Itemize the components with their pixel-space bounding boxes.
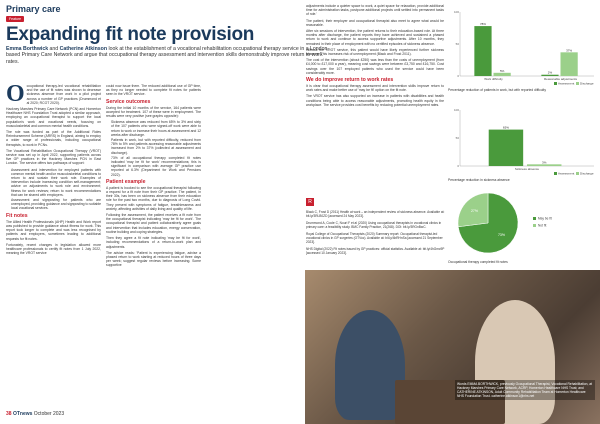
x-tick-label: Work difficulty [484,77,503,81]
page-number: 38 [6,411,12,417]
data-label: 78% [479,22,486,27]
y-tick-label: 100 [453,10,459,14]
bar [561,52,578,76]
col1-p2: Hackney Marshes Primary Care Network (PCN) and Homerton Healthcare NHS Foundation Trust adopted a similar approach, employing an occupational therapist to support the local population's work and vocational needs, focusing on musculoskeletal and common mental health conditions. [6,107,101,128]
col3-p4: Without the VROT service, this patient would have likely experienced further sickness absence. This increases risk of unemployment (Black and Frost 2011). [306,47,444,57]
col1-bullet-1: • Assessment and intervention for employed patients with common mental health and/or musculoskeletal conditions to return to and sustain their work role. Examples of intervention include increasing condition self-management; advice on adjustments to work role and environment; fitness for work reviews; return to work recommendations that can be shared with employers. [11,168,101,197]
col1-bullet-2: • Assessment and signposting for patients who are unemployed, providing guidance and signposting to suitable local vocational services. [11,198,101,211]
legend-label: Discharge [580,171,594,176]
legend-label: Not fit [538,223,547,228]
column-2 [106,84,201,406]
col1-p5: The Allied Health Professionals (AHP) Health and Work report was published to provide guidance about fitness for work. This report took longer to complete and was less recognised by patients and employers, sometimes leading to additional requests for fit notes. [6,219,101,241]
data-label: 65% [502,125,509,130]
data-label: 37% [566,48,573,53]
page-footer [6,411,64,417]
chart3-title: Occupational therapy completed fit notes [448,260,508,264]
author-1: Emma Borthwick [6,46,49,52]
data-label: 2% [547,70,553,75]
standfirst-and: and [48,46,60,52]
feature-badge: Feature [6,16,24,22]
y-tick-label: 0 [457,74,459,78]
data-label: 73% [497,232,506,237]
col2-list [111,120,201,177]
legend-swatch [533,224,536,227]
col2-p6: The advice reads: 'Patient is experiencing fatigue, advise a phased return to work starting at reduced hours of three days per week; suggest regular reviews before increasing. Some supportive [106,250,201,268]
heading-improve: We do improve return to work rates [306,77,394,84]
charts-panel [446,0,600,270]
col1-p4: The Vocational Rehabilitation Occupational Therapy (VROT) service was set up in April 2022, supporting patients across five GP practices in the Hackney Marshes PCN in East London. The service offers two pathways of support: [6,148,101,166]
headline: Expanding fit note provision [6,24,255,45]
reference: NHS Digital (2022) Fit notes issued by GP practices: official statistics. Available at: bit.ly/4hGmc9P [accessed 10 January 2023]. [306,247,445,255]
col1-p1: ccupational therapy-led vocational rehabilitation and the use of fit notes was shown to decrease sickness absence from work in a pilot project across a number of GP practices (Drummond et al 2020; RCOT 2020). [26,84,101,105]
chart2-title: Percentage reduction in sickness absence [448,178,510,182]
bar [541,75,558,76]
bar [489,130,523,166]
references [306,210,446,258]
y-tick-label: 0 [457,164,459,168]
data-label: 27% [470,209,479,214]
col2-p5: Then they agree a fit note indicating 'may be fit for work', including recommendations of a return-to-work plan and adjustments. [106,236,201,249]
legend-swatch [533,217,536,220]
col2-p3: A patient is booked to see the occupational therapist following a request for a fit note from their GP practice. The patient, in their 30s, has been on sickness absence from their education role for the past two months, due to diagnosis of Long Covid. They present with symptoms of fatigue, breathlessness and anxiety, affecting activities of daily living and quality of life. [106,185,201,211]
chart1-title: Percentage reduction of patients in work, but with reported difficulty [448,88,546,92]
legend-swatch [576,172,579,175]
col3-p5: The cost of the intervention (about £250) was less than the costs of unemployment (from £4,000 to £17,000 a year), meaning cost savings were between £3,750 and £16,750. Cost savings over the 107 employed patients who used the service could have been considerably more. [306,58,444,75]
photo-consultation [305,270,600,424]
legend-label: Assessment [558,171,575,176]
chart-sickness-absence [448,104,598,176]
col3-p2: The patient, their employer and occupational therapist also meet to agree what would be reasonable. [306,18,444,27]
legend-swatch [576,82,579,85]
col2-p4: Following the assessment, the patient receives a fit note from the occupational therapist indicating 'may be fit for work'. The occupational therapist and patient collaboratively agree goals and intervention that includes education, energy conservation, routine building and coping strategies. [106,213,201,234]
col1-p3: The role was funded as part of the Additional Roles Reimbursement Scheme (ARRS) in England, aiming to employ a wider range of professionals, including occupational therapists, to work in PCNs. [6,130,101,147]
col3-p3: After six sessions of intervention, the patient returns to their education-based role. At three months after discharge, the patient reports they have achieved and sustained a phased return to work and continue to access supportive adjustments. After 10 months, they remained in their place of employment with no certified episodes of sickness absence. [306,29,444,46]
author-2: Catherine Atkinson [59,46,108,52]
x-tick-label: Sickness absence [514,167,540,171]
y-tick-label: 50 [455,42,459,46]
standfirst [6,46,336,65]
col2-p2: During the initial 10 months of the service, 164 patients were accepted for treatment. 107 of these were in employment. The results were very positive (see graphs opposite): [106,105,201,119]
y-tick-label: 100 [453,108,459,112]
standfirst-text: look at the establishment of a vocational rehabilitation occupational therapy service in a London-based Primary Care Network and argue that occupational therapy assessment and intervention skills demonstrably improve return to work rates. [6,46,330,65]
col2-bullet-3: • 73% of all occupational therapy completed fit notes indicated 'may be fit for work' recommendations; this is significant in comparison with average GP practice use reported at 6.3% (Department for Work and Pensions 2022). [111,156,201,177]
heading-service-outcomes: Service outcomes [106,98,151,105]
x-tick-label: Reasonable adjustments [543,77,578,81]
bar [527,164,561,166]
reference: Royal College of Occupational Therapists (2020) Summary report: Occupational therapist-led vocational clinics in GP surgeries (OTVoc). Available at: bit.ly/4bRHnSa [accessed 21 September 2023]. [306,232,443,244]
chart-fit-notes [448,188,598,258]
column-3 [306,4,444,196]
section-label: Primary care [6,4,61,14]
heading-fit-notes: Fit notes [6,212,28,219]
y-tick-label: 50 [455,136,459,140]
heading-patient-example: Patient example [106,178,146,185]
bar [474,26,491,76]
reference: Black C, Frost D (2011) Health at work – an independent review of sickness absence. Available at: bit.ly/3RLB0ZD [accessed 24 May 2023]. [306,210,445,218]
author-bio: Words EMMA BORTHWICK, previously Occupational Therapist, Vocational Rehabilitation, at Hackney Marshes Primary Care Network, ACRP, Homerton Healthcare NHS Trust; and CATHERINE ATKINSON, Adult Community Rehabilitation Team at Homerton Healthcare NHS Foundation Trust. catherine.atkinson1@nhs.net [455,380,595,400]
dropcap: O [6,84,25,107]
legend-label: Assessment [558,81,575,86]
magazine-name: OTnews [12,411,33,417]
references-badge: R [306,198,314,206]
col3-p1: adjustments include a quieter space to work, a quiet space for relaxation, provide additional time for administration tasks, postpone additional projects until settled into permanent tasks of role.' [306,4,444,17]
chart-work-difficulty [448,6,598,86]
col1-list [11,168,101,211]
data-label: 3% [542,160,547,165]
bar [494,73,511,76]
col3-p7: The VROT service has also supported an increase in patients with disabilities and health conditions being able to access reasonable adjustments, promoting health equity in the workplace. The service provides cost benefits by reducing potential unemployment rates. [306,94,444,107]
issue-date: October 2023 [33,411,65,417]
legend-swatch [554,82,557,85]
col2-bullet-2: • Patients in work, but with reported difficulty, reduced from 78% to 5% and patients accessing reasonable adjustments increased from 2% to 37% (collected at assessment and discharge). [111,138,201,155]
col3-p6: It is clear that occupational therapy assessment and intervention skills improve return to work rates and make better use of 'may be fit' option on the fit note. [306,84,444,93]
legend-label: Discharge [580,81,594,86]
legend-label: May be fit [538,216,552,221]
legend-swatch [554,172,557,175]
col2-p1: could now issue them. The reduced additional use of GP time, as they no longer needed to complete fit notes for patients seen in the VROT service. [106,84,201,97]
reference: Drummond A, Coole C, Nouri F et al (2020) Using occupational therapists in vocational clinics in primary care: a feasibility study. BMC Family Practice, 21(268). DOI: bit.ly/3RGnBwC. [306,221,442,229]
column-1 [6,84,101,406]
col2-bullet-1: • Sickness absence was reduced from 65% to 3% and sixty of the 107 patients who were signed-off work were able to return to work or increase their hours at assessment and 12 weeks after discharge. [111,120,201,137]
data-label: 5% [499,68,505,73]
col1-p6: Fortunately, recent changes in legislation allowed more healthcare professionals to certify fit notes from 1 July 2022, meaning the VROT service [6,242,101,256]
